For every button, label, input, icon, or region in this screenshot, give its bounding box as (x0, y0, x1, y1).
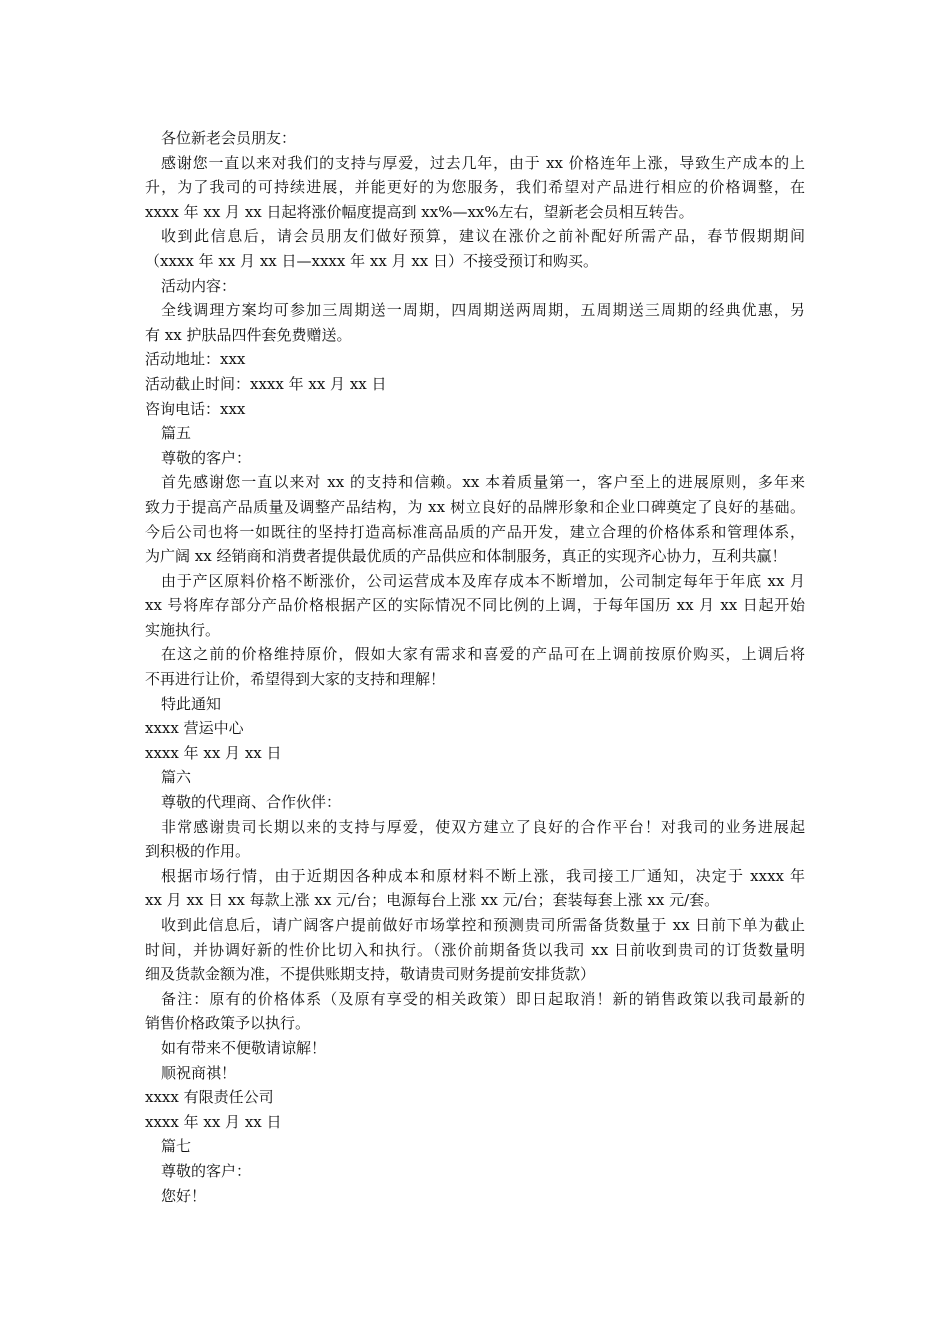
paragraph (145, 642, 805, 691)
paragraph (145, 1061, 805, 1086)
text-line: 全线调理方案均可参加三周期送一周期，四周期送两周期，五周期送三周期的经典优惠，另 (161, 301, 805, 320)
text-line: 尊敬的客户： (161, 448, 252, 467)
text-line: 感谢您一直以来对我们的支持与厚爱，过去几年，由于 xx 价格连年上涨，导致生产成本的上 (161, 153, 805, 172)
paragraph (145, 815, 805, 864)
text-line: 时间，并协调好新的性价比切入和执行。（涨价前期备货以我司 xx 日前收到贵司的订货数量明 (145, 940, 805, 959)
text-line: xxxx 年 xx 月 xx 日 (145, 1112, 282, 1131)
paragraph (145, 716, 805, 741)
text-line: 收到此信息后，请会员朋友们做好预算，建议在涨价之前补配好所需产品，春节假期期间 (161, 227, 805, 246)
text-line: 篇五 (161, 424, 192, 443)
paragraph (145, 470, 805, 568)
text-line: 根据市场行情，由于近期因各种成本和原材料不断上涨，我司接工厂通知，决定于 xxxx 年 (161, 866, 805, 885)
paragraph (145, 151, 805, 225)
text-line: 致力于提高产品质量及调整产品结构，为 xx 树立良好的品牌形象和企业口碑奠定了良好的基础。 (145, 497, 805, 516)
text-line: xxxx 营运中心 (145, 719, 244, 738)
text-line: 您好！ (161, 1186, 207, 1205)
paragraph (145, 864, 805, 913)
text-line: 备注：原有的价格体系（及原有享受的相关政策）即日起取消！新的销售政策以我司最新的 (161, 989, 805, 1008)
text-line: 篇七 (161, 1137, 192, 1156)
paragraph (145, 347, 805, 372)
text-line: 收到此信息后，请广阔客户提前做好市场掌控和预测贵司所需备货数量于 xx 日前下单为截止 (161, 916, 805, 934)
text-line: xxxx 有限责任公司 (145, 1088, 274, 1107)
text-line: 活动内容： (161, 276, 237, 295)
paragraph (145, 1110, 805, 1135)
text-line: 尊敬的代理商、合作伙伴： (161, 793, 342, 812)
text-line: 在这之前的价格维持原价，假如大家有需求和喜爱的产品可在上调前按原价购买，上调后将 (161, 645, 805, 664)
paragraph (145, 913, 805, 987)
text-line: （xxxx 年 xx 月 xx 日—xxxx 年 xx 月 xx 日）不接受预订和购买。 (145, 251, 599, 270)
paragraph (145, 790, 805, 815)
text-line: xxxx 年 xx 月 xx 日起将涨价幅度提高到 xx%—xx%左右，望新老会员相互转告。 (145, 202, 694, 221)
document-section (145, 126, 805, 421)
document-section (145, 421, 805, 765)
text-line: 如有带来不便敬请谅解！ (161, 1038, 327, 1057)
paragraph (145, 421, 805, 446)
text-line: xxxx 年 xx 月 xx 日 (145, 743, 282, 762)
paragraph (145, 692, 805, 717)
paragraph (145, 298, 805, 347)
paragraph (145, 1159, 805, 1184)
text-line: 有 xx 护肤品四件套免费赠送。 (145, 325, 352, 344)
text-line: 首先感谢您一直以来对 xx 的支持和信赖。xx 本着质量第一，客户至上的进展原则，多年来 (161, 473, 805, 492)
paragraph (145, 126, 805, 151)
paragraph (145, 987, 805, 1036)
paragraph (145, 274, 805, 299)
text-line: 今后公司也将一如既往的坚持打造高标准高品质的产品开发，建立合理的价格体系和管理体系， (145, 522, 805, 541)
paragraph (145, 372, 805, 397)
paragraph (145, 1036, 805, 1061)
document-section (145, 1134, 805, 1208)
paragraph (145, 1184, 805, 1209)
document-section (145, 765, 805, 1134)
paragraph (145, 397, 805, 422)
text-line: 由于产区原料价格不断涨价，公司运营成本及库存成本不断增加，公司制定每年于年底 xx 月 (161, 571, 805, 590)
text-line: 实施执行。 (145, 620, 221, 639)
paragraph (145, 765, 805, 790)
text-line: 篇六 (161, 768, 192, 787)
text-line: 特此通知 (161, 694, 222, 713)
text-line: 咨询电话：xxx (145, 399, 246, 418)
paragraph (145, 741, 805, 766)
text-line: 活动地址：xxx (145, 350, 246, 369)
text-line: 顺祝商祺！ (161, 1063, 237, 1082)
paragraph (145, 446, 805, 471)
paragraph (145, 1085, 805, 1110)
text-line: 销售价格政策予以执行。 (145, 1014, 311, 1033)
text-line: 非常感谢贵司长期以来的支持与厚爱，使双方建立了良好的合作平台！对我司的业务进展起 (161, 817, 805, 836)
text-line: 到积极的作用。 (145, 842, 251, 861)
paragraph (145, 569, 805, 643)
text-line: 不再进行让价，希望得到大家的支持和理解！ (145, 670, 446, 689)
paragraph (145, 224, 805, 273)
text-line: 活动截止时间：xxxx 年 xx 月 xx 日 (145, 374, 387, 393)
text-line: 升，为了我司的可持续进展，并能更好的为您服务，我们希望对产品进行相应的价格调整，在 (145, 178, 805, 197)
text-line: xx 月 xx 日 xx 每款上涨 xx 元/台；电源每台上涨 xx 元/台；套装每套上涨 xx 元/套。 (145, 891, 720, 910)
text-line: xx 号将库存部分产品价格根据产区的实际情况不同比例的上调，于每年国历 xx 月 xx 日起开始 (145, 596, 805, 615)
text-line: 尊敬的客户： (161, 1161, 252, 1180)
document-body (145, 126, 805, 1208)
text-line: 细及货款金额为准，不提供账期支持，敬请贵司财务提前安排货款） (145, 965, 596, 984)
text-line: 各位新老会员朋友： (161, 129, 297, 147)
paragraph (145, 1134, 805, 1159)
text-line: 为广阔 xx 经销商和消费者提供最优质的产品供应和体制服务，真正的实现齐心协力，互利共赢！ (145, 547, 787, 566)
